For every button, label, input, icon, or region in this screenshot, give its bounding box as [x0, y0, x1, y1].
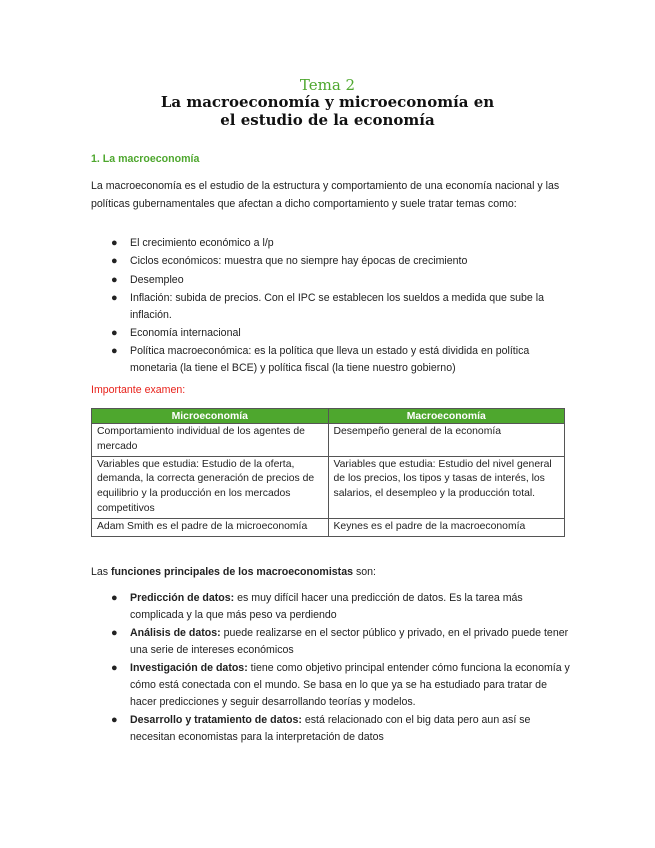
page-title	[0, 93, 655, 129]
bullet-icon: ●	[111, 237, 118, 249]
bullet-icon: ●	[111, 255, 118, 268]
bullet-icon: ●	[111, 627, 118, 640]
list-item-text: Política macroeconómica: es la política que lleva un estado y está dividida en política monetaria (la tiene el BCE) y política fiscal (la tiene nuestro gobierno)	[130, 345, 530, 375]
list-item	[91, 325, 571, 342]
column-header: Macroeconomía	[328, 409, 565, 424]
comparison-table	[91, 408, 565, 537]
table-header-row	[92, 409, 565, 424]
table-cell: Desempeño general de la economía	[328, 424, 565, 457]
list-item	[91, 235, 571, 252]
list-item	[91, 253, 571, 270]
intro-paragraph: La macroeconomía es el estudio de la estructura y comportamiento de una economía nacional y las políticas gubernamentales que afectan a dicho comportamiento y suele tratar temas como:	[91, 180, 560, 210]
topics-list	[91, 235, 571, 378]
description: está relacionado con el big data pero aun así se necesitan economistas para la interpretación de datos	[130, 714, 531, 743]
bullet-icon: ●	[111, 662, 118, 675]
list-item	[91, 272, 571, 289]
table-cell: Keynes es el padre de la macroeconomía	[328, 518, 565, 536]
table-cell: Adam Smith es el padre de la microeconomía	[92, 518, 329, 536]
table-row	[92, 456, 565, 518]
functions-intro	[91, 566, 376, 578]
list-item	[91, 712, 571, 746]
bullet-icon: ●	[111, 273, 118, 286]
bullet-icon: ●	[111, 345, 118, 358]
functions-list	[91, 590, 571, 747]
term: Investigación de datos:	[130, 662, 248, 675]
table-row	[92, 424, 565, 457]
list-item	[91, 590, 571, 624]
text: son:	[353, 566, 376, 578]
important-note: Importante examen:	[91, 384, 186, 396]
description: tiene como objetivo principal entender cómo funciona la economía y cómo está conectada con el mundo. Se basa en lo que ya se ha estudiado para tratar de hacer predicciones y seguir desarrollando teorías y modelos.	[130, 662, 570, 708]
list-item	[91, 290, 571, 324]
bullet-icon: ●	[111, 291, 118, 304]
table-cell: Variables que estudia: Estudio del nivel general de los precios, los tipos y tasas de interés, los salarios, el desempleo y la producción total.	[328, 456, 565, 518]
term: Análisis de datos:	[130, 627, 221, 640]
list-item-text: Economía internacional	[130, 326, 241, 339]
list-item-text: El crecimiento económico a l/p	[130, 237, 274, 249]
list-item-text: Inflación: subida de precios. Con el IPC se establecen los sueldos a medida que sube la inflación.	[130, 291, 544, 321]
term: Predicción de datos:	[130, 592, 235, 604]
table-cell: Variables que estudia: Estudio de la oferta, demanda, la correcta generación de precios de equilibrio y la producción en los mercados competitivos	[92, 456, 329, 518]
topic-number: Tema 2	[299, 76, 356, 94]
title-line-2: el estudio de la economía	[220, 111, 435, 129]
column-header: Microeconomía	[92, 409, 329, 424]
list-item	[91, 625, 571, 659]
bullet-icon: ●	[111, 592, 118, 604]
description: puede realizarse en el sector público y privado, en el privado puede tener una serie de intereses económicos	[130, 627, 569, 656]
bullet-icon: ●	[111, 714, 118, 727]
bullet-icon: ●	[111, 326, 118, 339]
table-row	[92, 518, 565, 536]
list-item	[91, 343, 571, 377]
text: Las	[91, 566, 112, 578]
table-cell: Comportamiento individual de los agentes de mercado	[92, 424, 329, 457]
list-item-text: Ciclos económicos: muestra que no siempre hay épocas de crecimiento	[130, 255, 468, 268]
section-heading: 1. La macroeconomía	[91, 153, 200, 165]
description: es muy difícil hacer una predicción de datos. Es la tarea más complicada y la que más peso va perdiendo	[130, 592, 523, 621]
list-item	[91, 660, 571, 710]
bold-text: funciones principales de los macroeconomistas	[111, 566, 353, 578]
term: Desarrollo y tratamiento de datos:	[130, 714, 302, 727]
title-line-1: La macroeconomía y microeconomía en	[160, 93, 495, 111]
list-item-text: Desempleo	[130, 273, 184, 286]
